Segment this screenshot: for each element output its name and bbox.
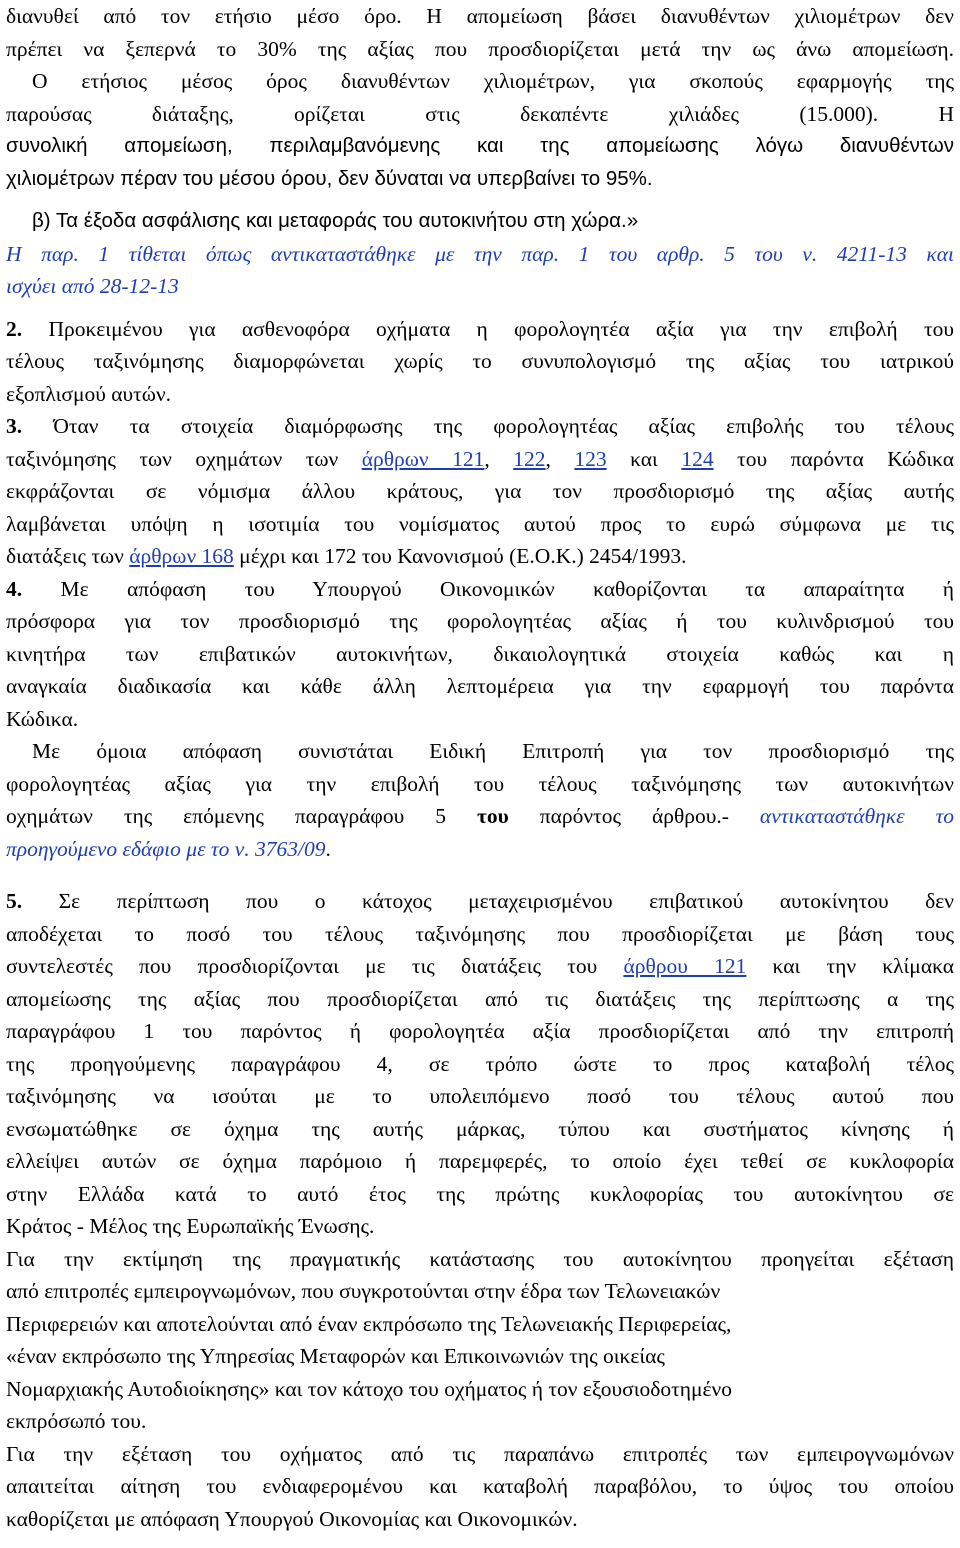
paragraph-6-line: Περιφερειών και αποτελούνται από έναν εκπρόσωπο της Τελωνειακής Περιφερείας,	[6, 1311, 732, 1336]
paragraph-4-line: φορολογητέας αξίας για την επιβολή του τέλους ταξινόμησης των αυτοκινήτων	[6, 771, 954, 796]
text-span: ,	[484, 446, 490, 471]
text-span: του	[476, 804, 509, 828]
link-article-121[interactable]: άρθρων 121	[361, 446, 485, 471]
paragraph-4-line: κινητήρα των επιβατικών αυτοκινήτων, δικαιολογητικά στοιχεία καθώς και η	[6, 641, 954, 666]
paragraph-6-line: Για την εκτίμηση της πραγματικής κατάστασης του αυτοκίνητου προηγείται εξέταση	[6, 1246, 954, 1271]
text-span: Προκειμένου για ασθενοφόρα οχήματα η φορολογητέα αξία για την επιβολή του	[48, 316, 954, 341]
paragraph-3-line: εκφράζονται σε νόμισμα άλλου κράτους, για τον προσδιορισμό της αξίας αυτής	[6, 479, 954, 503]
link-article-124[interactable]: 124	[681, 446, 714, 471]
paragraph-4-line: Κώδικα.	[6, 706, 79, 731]
paragraph-5-line: παραγράφου 1 του παρόντος ή φορολογητέα αξία προσδιορίζεται από την επιτροπή	[6, 1019, 954, 1043]
paragraph-5-line: απομείωσης της αξίας που προσδιορίζεται από τις διατάξεις της περίπτωσης α της	[6, 986, 954, 1011]
text-line: β) Τα έξοδα ασφάλισης και μεταφοράς του αυτοκινήτου στη χώρα.»	[32, 209, 639, 232]
paragraph-4-line	[6, 573, 954, 606]
paragraph-7-line: Για την εξέταση του οχήματος από τις παραπάνω επιτροπές των εμπειρογνωμόνων	[6, 1441, 954, 1466]
paragraph-3-line: λαμβάνεται υπόψη η ισοτιμία του νομίσματος αυτού προς το ευρώ σύμφωνα με τις	[6, 511, 954, 536]
paragraph-3-line	[6, 410, 954, 443]
paragraph-5-line	[6, 885, 954, 918]
paragraph-5-line: ταξινόμησης να ισούται με το υπολειπόμενο ποσό του τέλους αυτού που	[6, 1084, 954, 1108]
paragraph-number: 2.	[6, 316, 23, 341]
link-article-168[interactable]: άρθρων 168	[129, 544, 234, 568]
paragraph-6-line: Νομαρχιακής Αυτοδιοίκησης» και τον κάτοχο του οχήματος ή τον εξουσιοδοτημένο	[6, 1376, 733, 1401]
document-body	[6, 0, 954, 1535]
paragraph-4-line: αναγκαία διαδικασία και κάθε άλλη λεπτομέρεια για την εφαρμογή του παρόντα	[6, 674, 954, 698]
text-span: οχημάτων της επόμενης παραγράφου 5	[6, 804, 446, 828]
paragraph-2-line: τέλους ταξινόμησης διαμορφώνεται χωρίς το συνυπολογισμό της αξίας του ιατρικού	[6, 349, 954, 373]
paragraph-5-line: στην Ελλάδα κατά το αυτό έτος της πρώτης κυκλοφορίας του αυτοκίνητου σε	[6, 1181, 954, 1206]
text-span: και την κλίμακα	[772, 954, 955, 978]
text-line: Ο ετήσιος μέσος όρος διανυθέντων χιλιομέτρων, για σκοπούς εφαρμογής της	[32, 69, 954, 93]
paragraph-5-line: της προηγούμενης παραγράφου 4, σε τρόπο ώστε το προς καταβολή τέλος	[6, 1051, 954, 1076]
text-span: .	[325, 836, 331, 861]
text-span: ταξινόμησης των οχημάτων των	[6, 446, 339, 471]
paragraph-4-line: Με όμοια απόφαση συνιστάται Ειδική Επιτροπή για τον προσδιορισμό της	[32, 739, 954, 763]
amendment-note: αντικαταστάθηκε το	[759, 804, 955, 828]
text-span: Σε περίπτωση που ο κάτοχος μεταχειρισμένου επιβατικού αυτοκίνητου δεν	[58, 889, 955, 913]
text-span: ,	[545, 446, 551, 471]
text-line: διανυθεί από τον ετήσιο μέσο όρο. Η απομείωση βάσει διανυθέντων χιλιομέτρων δεν	[6, 4, 954, 28]
paragraph-2-line: εξοπλισμού αυτών.	[6, 381, 172, 406]
text-line: πρέπει να ξεπερνά το 30% της αξίας που προσδιορίζεται μετά την ως άνω απομείωση.	[6, 36, 954, 61]
paragraph-5-line	[6, 950, 954, 983]
paragraph-6-line: «έναν εκπρόσωπο της Υπηρεσίας Μεταφορών και Επικοινωνιών της οικείας	[6, 1344, 665, 1368]
paragraph-7-line: απαιτείται αίτηση του ενδιαφερομένου και καταβολή παραβόλου, το ύψος του οποίου	[6, 1474, 954, 1498]
paragraph-4-line	[6, 833, 954, 866]
text-line: παρούσας διάταξης, ορίζεται στις δεκαπέντε χιλιάδες (15.000). Η	[6, 101, 954, 126]
text-span: Με απόφαση του Υπουργού Οικονομικών καθορίζονται τα απαραίτητα ή	[60, 576, 955, 601]
paragraph-3-line	[6, 540, 954, 573]
paragraph-5-line: ενσωματώθηκε σε όχημα της αυτής μάρκας, τύπου και συστήματος κίνησης ή	[6, 1116, 954, 1141]
paragraph-6-line: από επιτροπές εμπειρογνωμόνων, που συγκροτούνται στην έδρα των Τελωνειακών	[6, 1279, 721, 1303]
paragraph-number: 5.	[6, 889, 23, 913]
paragraph-3-line	[6, 443, 954, 476]
text-span: μέχρι και 172 του Κανονισμού (Ε.Ο.Κ.) 2454/1993.	[239, 544, 687, 568]
paragraph-number: 3.	[6, 414, 23, 438]
paragraph-5-line: Κράτος - Μέλος της Ευρωπαϊκής Ένωσης.	[6, 1214, 375, 1238]
amendment-note: Η παρ. 1 τίθεται όπως αντικαταστάθηκε με την παρ. 1 του αρθρ. 5 του ν. 4211-13 και	[6, 241, 954, 266]
paragraph-4-line	[6, 800, 954, 833]
link-article-123[interactable]: 123	[574, 446, 607, 471]
text-span: παρόντος άρθρου.-	[539, 804, 729, 828]
paragraph-number: 4.	[6, 576, 23, 601]
text-span: συντελεστές που προσδιορίζονται με τις διατάξεις του	[6, 954, 598, 978]
paragraph-4-line: πρόσφορα για τον προσδιορισμό της φορολογητέας αξίας ή του κυλινδρισμού του	[6, 609, 954, 633]
text-line: συνολική απομείωση, περιλαμβανόμενης και της απομείωσης λόγω διανυθέντων	[6, 134, 954, 157]
link-article-122[interactable]: 122	[513, 446, 546, 471]
paragraph-2-line	[6, 313, 954, 346]
paragraph-5-line: ελλείψει αυτών σε όχημα παρόμοιο ή παρεμφερές, το οποίο έχει τεθεί σε κυκλοφορία	[6, 1149, 954, 1173]
link-article-121[interactable]: άρθρου 121	[623, 954, 747, 978]
text-span: και	[630, 446, 658, 471]
paragraph-6-line: εκπρόσωπό του.	[6, 1409, 147, 1433]
text-span: διατάξεις των	[6, 544, 124, 568]
amendment-note: ισχύει από 28-12-13	[6, 274, 179, 298]
text-line: χιλιομέτρων πέραν του μέσου όρου, δεν δύναται να υπερβαίνει το 95%.	[6, 166, 653, 190]
text-span: Όταν τα στοιχεία διαμόρφωσης της φορολογητέας αξίας επιβολής του τέλους	[53, 414, 955, 438]
paragraph-5-line: αποδέχεται το ποσό του τέλους ταξινόμησης που προσδιορίζεται με βάση τους	[6, 921, 954, 946]
amendment-note: προηγούμενο εδάφιο με το ν. 3763/09	[6, 836, 326, 861]
text-span: του παρόντα Κώδικα	[737, 446, 955, 471]
paragraph-7-line: καθορίζεται με απόφαση Υπουργού Οικονομίας και Οικονομικών.	[6, 1506, 578, 1531]
